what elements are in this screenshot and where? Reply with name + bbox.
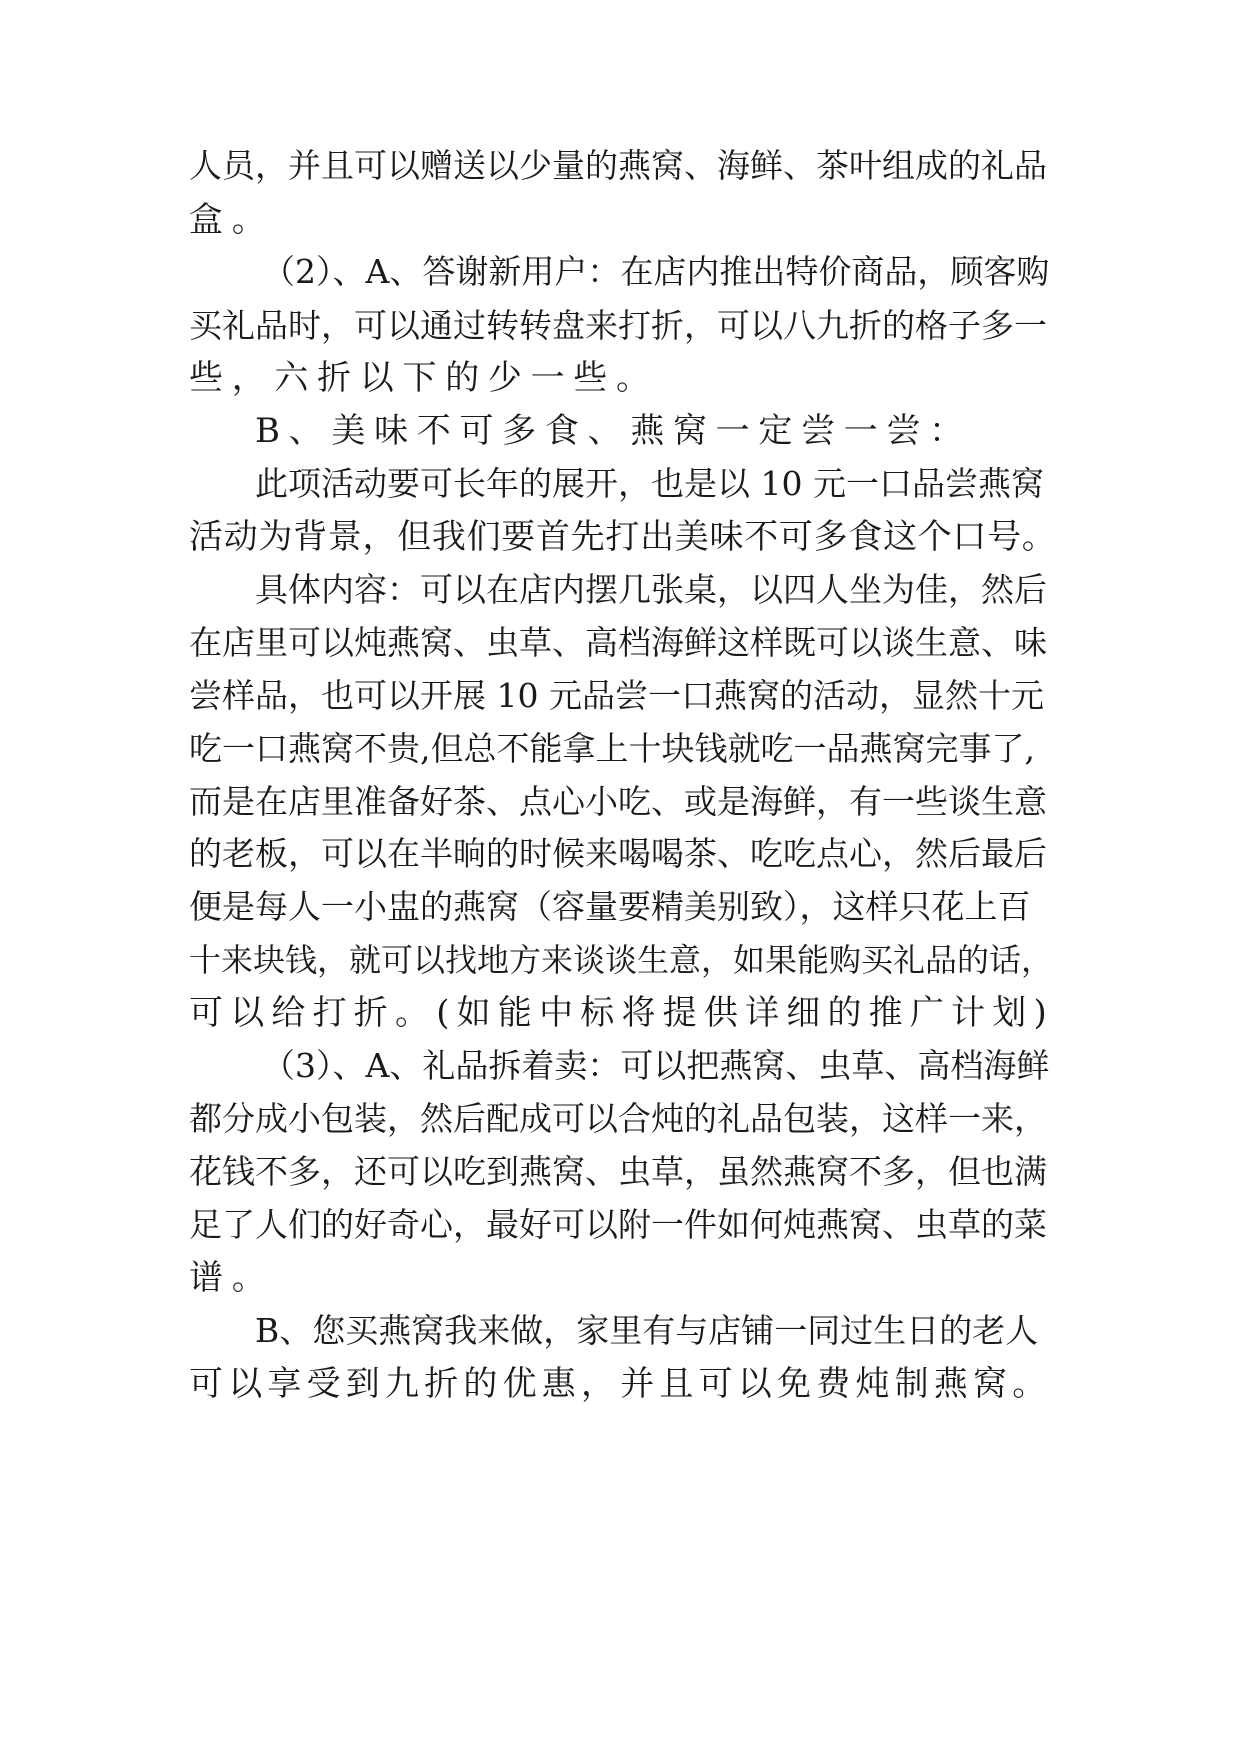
text-line: 此项活动要可长年的展开，也是以 10 元一口品尝燕窝 [255, 464, 1044, 503]
text-line: 尝样品，也可以开展 10 元品尝一口燕窝的活动，显然十元 [189, 676, 1044, 715]
text-line: 在店里可以炖燕窝、虫草、高档海鲜这样既可以谈生意、味 [189, 623, 1047, 662]
text-line: 活动为背景，但我们要首先打出美味不可多食这个口号。 [189, 517, 1057, 557]
text-line: 而是在店里准备好茶、点心小吃、或是海鲜，有一些谈生意 [189, 782, 1047, 821]
text-line: 盒。 [189, 200, 275, 240]
text-line: 些，六折以下的少一些。 [189, 358, 659, 398]
text-line: 的老板，可以在半晌的时候来喝喝茶、吃吃点心，然后最后 [189, 834, 1047, 873]
text-line: 十来块钱，就可以找地方来谈谈生意，如果能购买礼品的话， [189, 941, 1054, 979]
text-line: 足了人们的好奇心，最好可以附一件如何炖燕窝、虫草的菜 [189, 1205, 1047, 1244]
text-line: （2）、A、答谢新用户：在店内推出特价商品，顾客购 [262, 252, 1050, 291]
text-line: 可以享受到九折的优惠，并且可以免费炖制燕窝。 [189, 1364, 1052, 1404]
text-line: B、您买燕窝我来做，家里有与店铺一同过生日的老人 [255, 1311, 1039, 1350]
text-line: 谱。 [189, 1258, 275, 1298]
text-line: 花钱不多，还可以吃到燕窝、虫草，虽然燕窝不多，但也满 [189, 1152, 1047, 1191]
text-line: （3）、A、礼品拆着卖：可以把燕窝、虫草、高档海鲜 [262, 1046, 1050, 1085]
text-line: 吃一口燕窝不贵,但总不能拿上十块钱就吃一品燕窝完事了, [189, 729, 1035, 768]
text-line: 买礼品时，可以通过转转盘来打折，可以八九折的格子多一 [189, 306, 1047, 345]
text-line: 可以给打折。(如能中标将提供详细的推广计划) [189, 993, 1054, 1033]
text-line: 都分成小包装，然后配成可以合炖的礼品包装，这样一来， [189, 1099, 1047, 1138]
text-line: 人员，并且可以赠送以少量的燕窝、海鲜、茶叶组成的礼品 [189, 146, 1047, 185]
text-line: 便是每人一小盅的燕窝（容量要精美别致），这样只花上百 [189, 887, 1031, 926]
text-line: B、美味不可多食、燕窝一定尝一尝： [255, 411, 972, 451]
text-line: 具体内容：可以在店内摆几张桌，以四人坐为佳，然后 [255, 570, 1047, 609]
